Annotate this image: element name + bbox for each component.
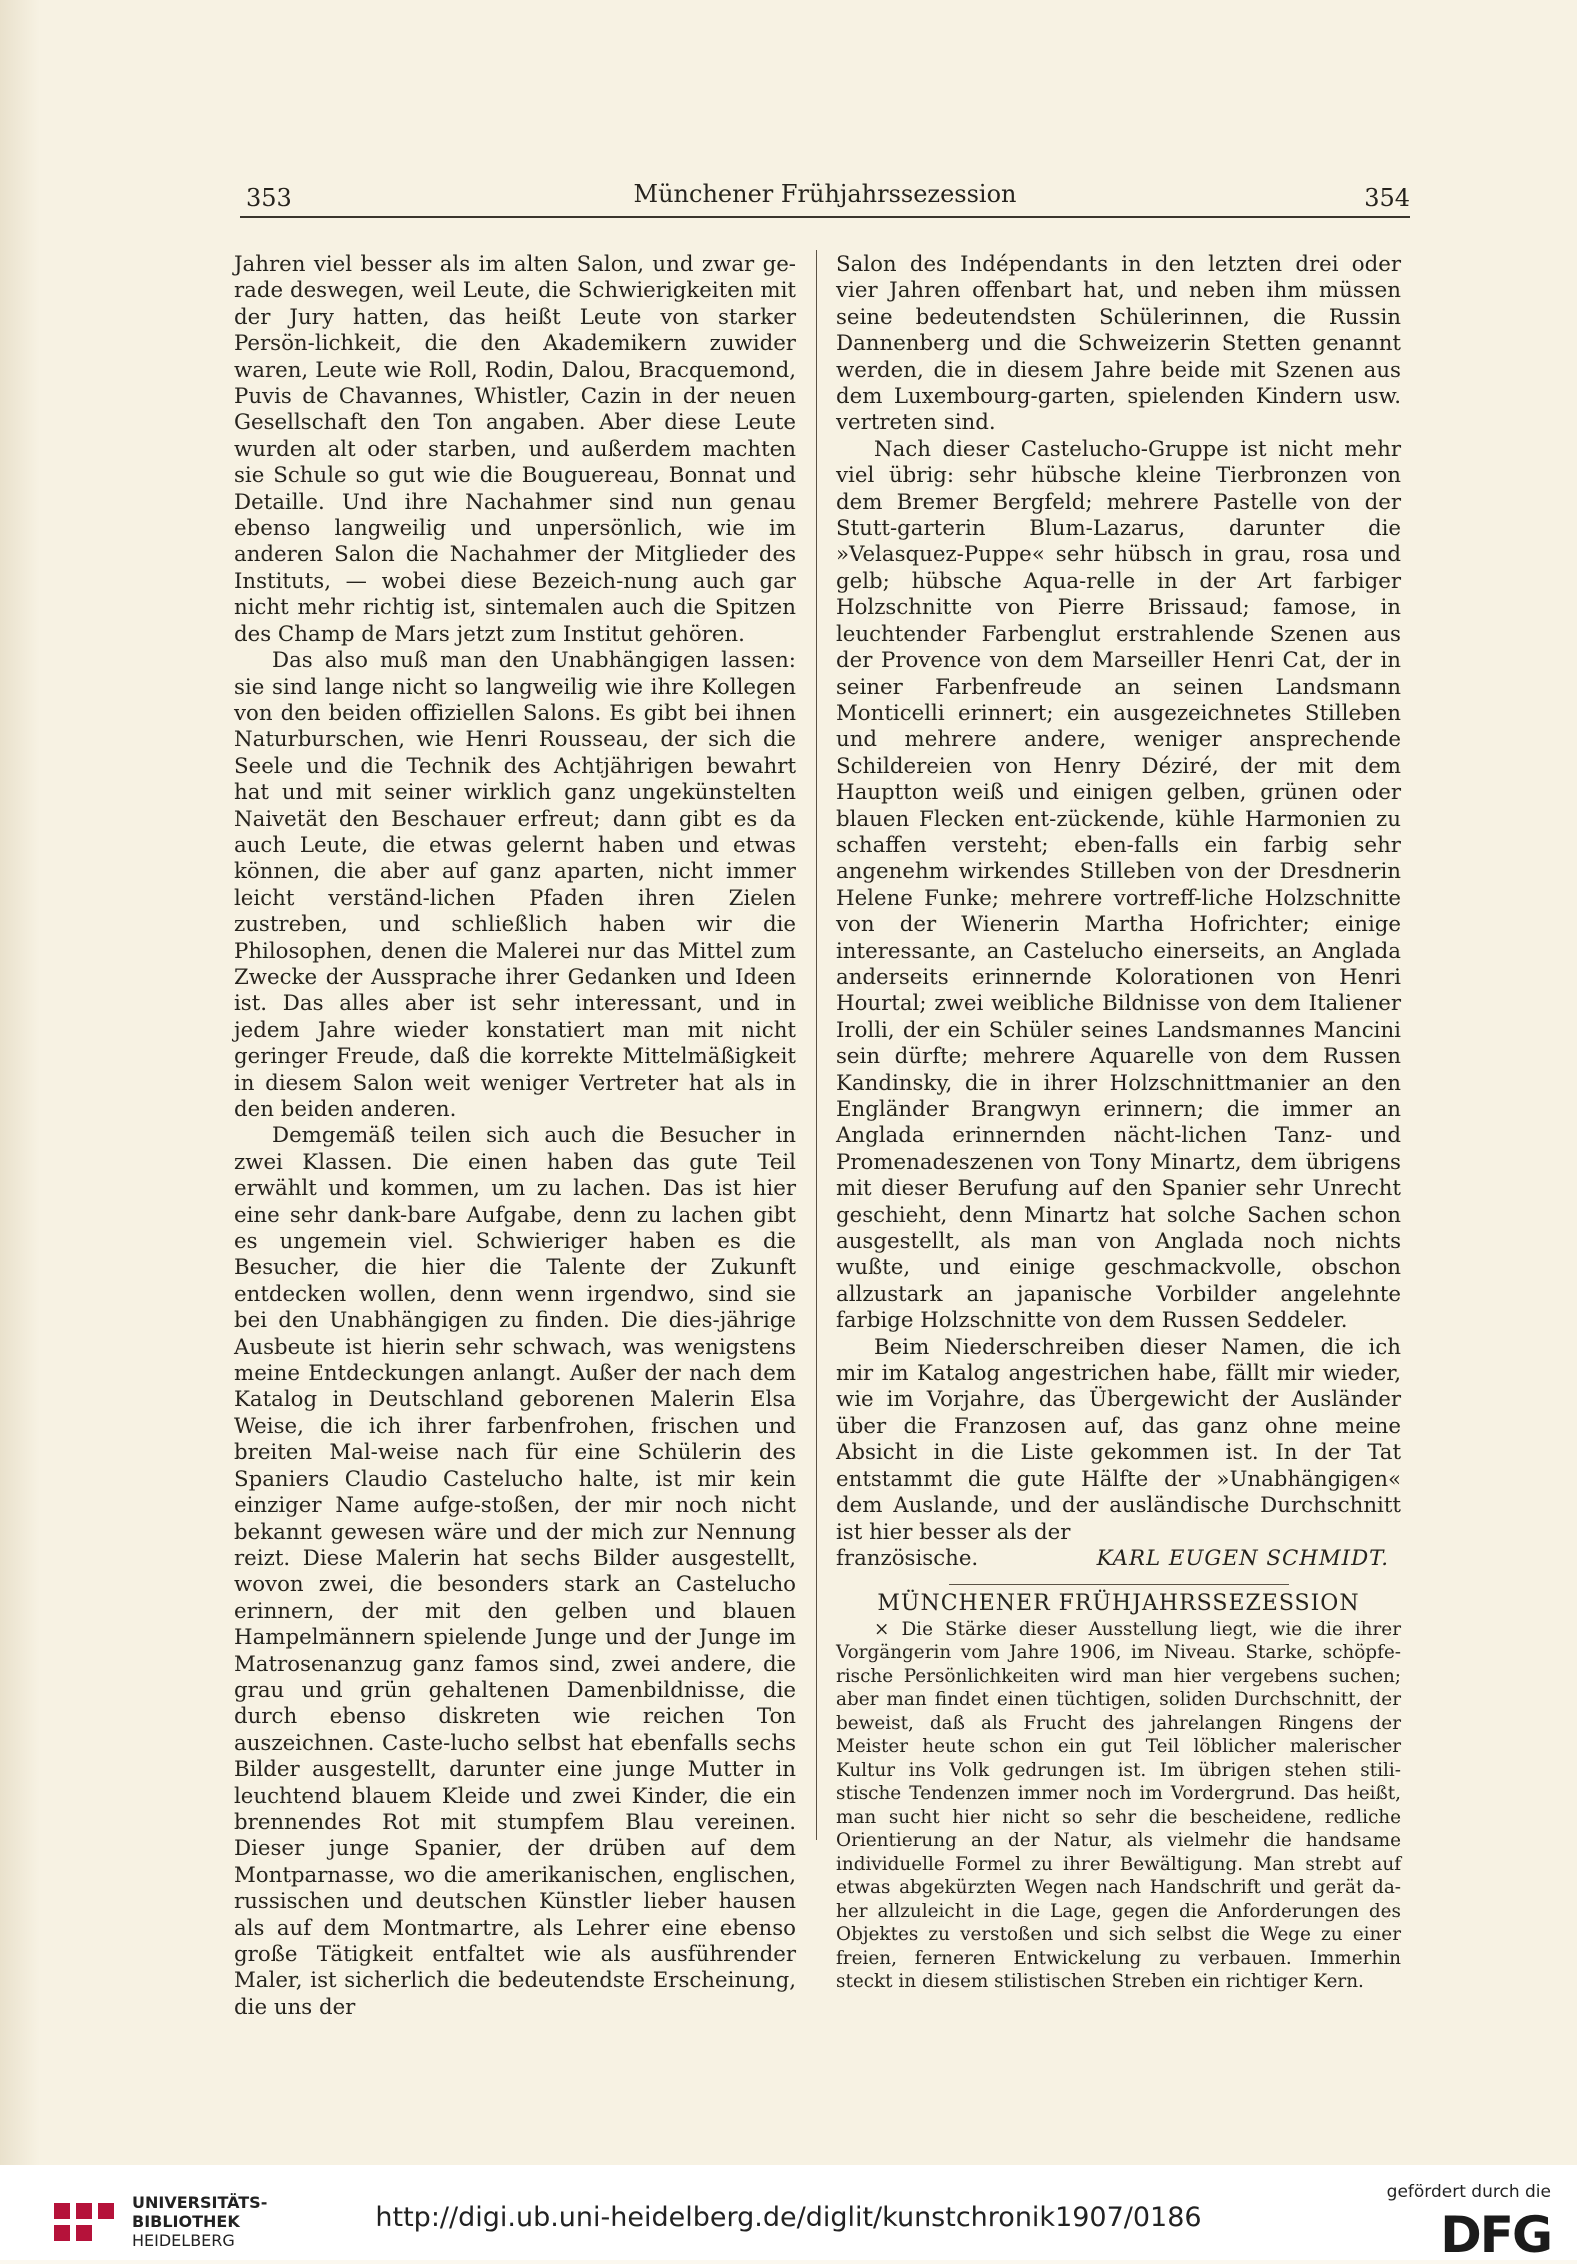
- left-paragraph-3: Demgemäß teilen sich auch die Besucher in zwei Klassen. Die einen haben das gute Teil erwählt und kommen, um zu lachen. Das ist hier eine sehr dank-bare Aufgabe, denn zu lachen gibt es ungemein viel. Schwieriger haben es die Besucher, die hier die Talente der Zukunft entdecken wollen, denn wenn irgendwo, sind sie bei den Unabhängigen zu finden. Die dies-jährige Ausbeute ist hierin sehr schwach, was wenigstens meine Entdeckungen anlangt. Außer der nach dem Katalog in Deutschland geborenen Malerin Elsa Weise, die ich ihrer farbenfrohen, frischen und breiten Mal-weise nach für eine Schülerin des Spaniers Claudio Castelucho halte, ist mir kein einziger Name aufge-stoßen, der mir noch nicht bekannt gewesen wäre und der mich zur Nennung reizt. Diese Malerin hat sechs Bilder ausgestellt, wovon zwei, die besonders stark an Castelucho erinnern, der mit den gelben und blauen Hampelmännern spielende Junge und der Junge im Matrosenanzug ganz famos sind, zwei andere, die grau und grün gehaltenen Damenbildnisse, die durch ebenso diskreten wie reichen Ton auszeichnen. Caste-lucho selbst hat ebenfalls sechs Bilder ausgestellt, darunter eine junge Mutter in leuchtend blauem Kleide und zwei Kinder, die ein brennendes Rot mit stumpfem Blau vereinen. Dieser junge Spanier, der drüben auf dem Montparnasse, wo die amerikanischen, englischen, russischen und deutschen Künstler lieber hausen als auf dem Montmartre, als Lehrer eine ebenso große Tätigkeit entfaltet wie als ausführender Maler, ist sicherlich die bedeutendste Erscheinung, die uns der: [234, 1123, 796, 2020]
- left-paragraph-1: Jahren viel besser als im alten Salon, und zwar ge-rade deswegen, weil Leute, die Schwierigkeiten mit der Jury hatten, das heißt Leute von starker Persön-lichkeit, die den Akademikern zuwider waren, Leute wie Roll, Rodin, Dalou, Bracquemond, Puvis de Chavannes, Whistler, Cazin in der neuen Gesellschaft den Ton angaben. Aber diese Leute wurden alt oder starben, und außerdem machten sie Schule so gut wie die Bouguereau, Bonnat und Detaille. Und ihre Nachahmer sind nun genau ebenso langweilig und unpersönlich, wie im anderen Salon die Nachahmer der Mitglieder des Instituts, — wobei diese Bezeich-nung auch gar nicht mehr richtig ist, sintemalen auch die Spitzen des Champ de Mars jetzt zum Institut gehören.: [234, 252, 796, 647]
- funded-by-note: gefördert durch die: [1386, 2182, 1551, 2202]
- column-divider: [816, 250, 817, 1840]
- library-name-line-3: HEIDELBERG: [132, 2231, 235, 2250]
- signature-line: [836, 1546, 1401, 1572]
- right-paragraph-2: Nach dieser Castelucho-Gruppe ist nicht mehr viel übrig: sehr hübsche kleine Tierbronzen von dem Bremer Bergfeld; mehrere Pastelle von der Stutt-garterin Blum-Lazarus, darunter die »Velasquez-Puppe« sehr hübsch in grau, rosa und gelb; hübsche Aqua-relle in der Art farbiger Holzschnitte von Pierre Brissaud; famose, in leuchtender Farbenglut erstrahlende Szenen aus der Provence von dem Marseiller Henri Cat, der in seiner Farbenfreude an seinen Landsmann Monticelli erinnert; ein ausgezeichnetes Stilleben und mehrere andere, weniger ansprechende Schildereien von Henry Déziré, der mit dem Hauptton weiß und einigen gelben, grünen oder blauen Flecken ent-zückende, kühle Harmonien zu schaffen versteht; eben-falls ein farbig sehr angenehm wirkendes Stilleben von der Dresdnerin Helene Funke; mehrere vortreff-liche Holzschnitte von der Wienerin Martha Hofrichter; einige interessante, an Castelucho einerseits, an Anglada anderseits erinnernde Kolorationen von Henri Hourtal; zwei weibliche Bildnisse von dem Italiener Irolli, der ein Schüler seines Landsmannes Mancini sein dürfte; mehrere Aquarelle von dem Russen Kandinsky, die in ihrer Holzschnittmanier an den Engländer Brangwyn erinnern; die immer an Anglada erinnernden nächt-lichen Tanz- und Promenadeszenen von Tony Minartz, dem übrigens mit dieser Berufung auf den Spanier sehr Unrecht geschieht, denn Minartz hat solche Sachen schon ausgestellt, als man von Anglada noch nichts wußte, und einige geschmackvolle, obschon allzustark an japanische Vorbilder angelehnte farbige Holzschnitte von dem Russen Seddeler.: [836, 436, 1401, 1334]
- library-name-line-2: BIBLIOTHEK: [132, 2212, 240, 2231]
- author-signature: KARL EUGEN SCHMIDT.: [1096, 1545, 1389, 1571]
- left-paragraph-2: Das also muß man den Unabhängigen lassen: sie sind lange nicht so langweilig wie ihre Kollegen von den beiden offiziellen Salons. Es gibt bei ihnen Naturburschen, wie Henri Rousseau, der sich die Seele und die Technik des Achtjährigen bewahrt hat und mit seiner wirklich ganz ungekünstelten Naivetät den Beschauer erfreut; dann gibt es da auch Leute, die etwas gelernt haben und etwas können, die aber auf ganz aparten, nicht immer leicht verständ-lichen Pfaden ihren Zielen zustreben, und schließlich haben wir die Philosophen, denen die Malerei nur das Mittel zum Zwecke der Aussprache ihrer Gedanken und Ideen ist. Das alles aber ist sehr interessant, und in jedem Jahre wieder konstatiert man mit nicht geringer Freude, daß die korrekte Mittelmäßigkeit in diesem Salon weit weniger Vertreter hat als in den beiden anderen.: [234, 648, 796, 1122]
- right-paragraph-3: Beim Niederschreiben dieser Namen, die ich mir im Katalog angestrichen habe, fällt mir wieder, wie im Vorjahre, das Übergewicht der Ausländer über die Franzosen auf, das ganz ohne meine Absicht in die Liste gekommen ist. In der Tat entstammt die gute Hälfte der »Unabhängigen« dem Auslande, und der ausländische Durchschnitt ist hier besser als der: [836, 1334, 1401, 1545]
- source-url-link[interactable]: http://digi.ub.uni-heidelberg.de/diglit/kunstchronik1907/0186: [375, 2202, 1202, 2233]
- page-number-right: 354: [1364, 184, 1410, 212]
- page-number-left: 353: [246, 184, 292, 212]
- section-rule: [949, 1584, 1289, 1585]
- library-name-line-1: UNIVERSITÄTS-: [132, 2193, 268, 2212]
- running-header: [240, 180, 1410, 220]
- dfg-logo: DFG: [1440, 2206, 1551, 2264]
- section-paragraph: × Die Stärke dieser Ausstellung liegt, wie die ihrer Vorgängerin vom Jahre 1906, im Niveau. Starke, schöpfe-rische Persönlichkeiten wird man hier vergebens suchen; aber man findet einen tüchtigen, soliden Durchschnitt, der beweist, daß als Frucht des jahrelangen Ringens der Meister heute schon ein gut Teil löblicher malerischer Kultur ins Volk gedrungen ist. Im übrigen stehen stili-stische Tendenzen immer noch im Vordergrund. Das heißt, man sucht hier nicht so sehr die bescheidene, redliche Orientierung an der Natur, als vielmehr die handsame individuelle Formel zu ihrer Bewältigung. Man strebt auf etwas abgekürzten Wegen nach Handschrift und gerät da-her allzuleicht in die Lage, gegen die Anforderungen des Objektes zu verstoßen und sich selbst die Wege zu einer freien, ferneren Entwickelung zu verbauen. Immerhin steckt in diesem stilistischen Streben ein richtiger Kern.: [836, 1618, 1401, 1993]
- right-column: [836, 252, 1401, 1994]
- section-title: MÜNCHENER FRÜHJAHRSSEZESSION: [877, 1591, 1360, 1617]
- page-edge-shadow: [0, 0, 40, 2165]
- running-title: Münchener Frühjahrssezession: [633, 180, 1017, 208]
- right-paragraph-1: Salon des Indépendants in den letzten drei oder vier Jahren offenbart hat, und neben ihm müssen seine bedeutendsten Schülerinnen, die Russin Dannenberg und die Schweizerin Stetten genannt werden, die in diesem Jahre beide mit Szenen aus dem Luxembourg-garten, spielenden Kindern usw. vertreten sind.: [836, 252, 1401, 436]
- left-column: [234, 252, 796, 2021]
- header-rule: [240, 216, 1410, 218]
- last-line: französische.: [836, 1545, 979, 1571]
